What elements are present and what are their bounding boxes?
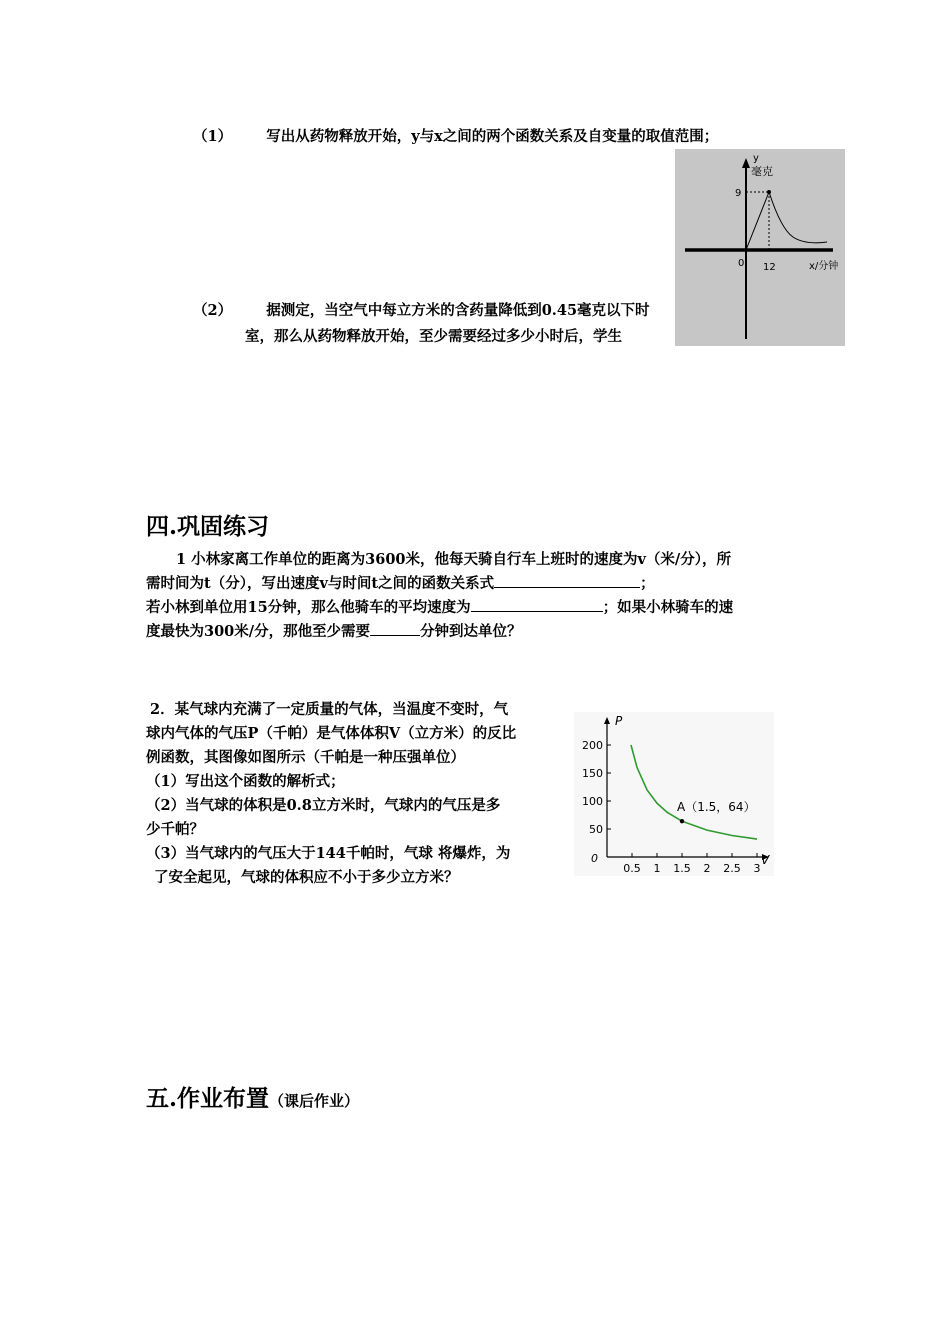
exercise-1-line1 <box>146 548 733 572</box>
graph1-origin: 0 <box>738 258 745 269</box>
exercise-1-line2 <box>146 572 733 596</box>
chart-x-label: V <box>761 853 770 867</box>
x-tick-label: 3 <box>753 862 761 875</box>
exercise-1-line3-text: 若小林到单位用15分钟，那么他骑车的平均速度为 <box>146 599 471 616</box>
answer-blank-minutes[interactable] <box>370 621 420 636</box>
exercise-1-line2-end: ； <box>640 575 655 592</box>
x-tick-label: 2.5 <box>723 862 741 875</box>
exercise-2-line8: 了安全起见，气球的体积应不小于多少立方米？ <box>154 869 459 886</box>
x-tick-label: 1.5 <box>673 862 691 875</box>
graph1-x-tick: 12 <box>763 262 776 273</box>
graph1-unit-label: 毫克 <box>751 165 773 178</box>
exercise-2-line7: （3）当气球内的气压大于144千帕时，气球 将爆炸，为 <box>146 845 511 862</box>
y-tick-label: 150 <box>582 767 603 780</box>
question-2-number: （2） <box>193 302 233 319</box>
chart-background <box>574 712 774 876</box>
exercise-1-line1-text: 1 小林家离工作单位的距离为3600米，他每天骑自行车上班时的速度为v（米/分），所 <box>176 551 731 568</box>
section-5-title-text: 五.作业布置 <box>146 1085 270 1112</box>
chart-origin: 0 <box>591 852 598 865</box>
question-2-text-line1: 据测定，当空气中每立方米的含药量降低到0.45毫克以下时 <box>266 302 650 319</box>
x-tick-label: 1 <box>653 862 661 875</box>
y-tick-label: 100 <box>582 795 603 808</box>
y-tick-label: 50 <box>589 823 603 836</box>
exercise-2-line3: 例函数，其图像如图所示（千帕是一种压强单位） <box>146 749 465 766</box>
exercise-1 <box>146 548 733 644</box>
question-1 <box>193 124 718 150</box>
answer-blank-speed[interactable] <box>471 597 603 612</box>
section-4-title: 四.巩固练习 <box>146 513 270 540</box>
answer-blank-function[interactable] <box>494 573 640 588</box>
exercise-2-line6: 少千帕？ <box>146 821 204 838</box>
question-2-text-line2: 室，那么从药物释放开始，至少需要经过多少小时后，学生 <box>245 328 622 345</box>
graph1-y-tick: 9 <box>735 188 742 199</box>
chart-y-label: P <box>615 714 623 728</box>
section-5-title <box>146 1080 359 1113</box>
exercise-2-line5: （2）当气球的体积是0.8立方米时，气球内的气压是多 <box>146 797 501 814</box>
exercise-1-line3-end: ；如果小林骑车的速 <box>602 599 734 616</box>
point-a-label: A（1.5，64） <box>677 800 756 815</box>
point-a <box>680 819 684 823</box>
section-5-subtitle: （课后作业） <box>269 1092 360 1110</box>
x-tick-label: 2 <box>703 862 711 875</box>
exercise-1-line2-text: 需时间为t（分），写出速度v与时间t之间的函数关系式 <box>146 575 495 592</box>
x-tick-label: 0.5 <box>623 862 641 875</box>
graph-background <box>675 149 845 346</box>
exercise-2-line2: 球内气体的气压P（千帕）是气体体积V（立方米）的反比 <box>146 725 517 742</box>
graph1-x-label: x/分钟 <box>809 261 839 272</box>
question-2 <box>193 298 650 324</box>
exercise-2-line1: 2．某气球内充满了一定质量的气体，当温度不变时，气 <box>150 701 509 718</box>
question-1-number: （1） <box>193 128 233 145</box>
exercise-2 <box>146 698 516 890</box>
y-tick-label: 200 <box>582 739 603 752</box>
graph1-y-label: y <box>753 153 759 164</box>
exercise-2-line4: （1）写出这个函数的解析式； <box>146 773 345 790</box>
peak-point <box>767 190 771 194</box>
pressure-volume-chart <box>574 712 774 876</box>
medicine-graph <box>675 149 845 346</box>
exercise-1-line4-end: 分钟到达单位？ <box>420 623 522 640</box>
exercise-1-line3 <box>146 596 733 620</box>
exercise-1-line4-text: 度最快为300米/分，那他至少需要 <box>146 623 371 640</box>
question-1-text: 写出从药物释放开始，y与x之间的两个函数关系及自变量的取值范围； <box>266 128 719 145</box>
exercise-1-line4 <box>146 620 733 644</box>
